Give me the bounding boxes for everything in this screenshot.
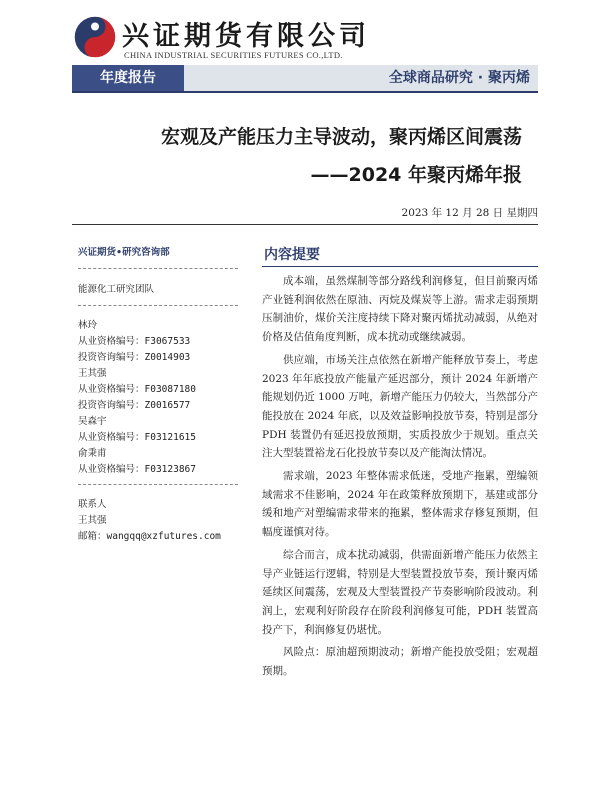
analyst-license: 从业资格编号：F3067533 bbox=[78, 336, 191, 347]
summary-paragraph: 供应端，市场关注点依然在新增产能释放节奏上，考虑 2023 年年底投放产能量产延迟部分，预计 2024 年新增产能规划仍近 1000 万吨，新增产能压力仍较大，当然部分产能投放在 2024 年底，以及效益影响投放节奏，特别是部分 PDH 装置仍有延迟投放预期，实质投放少于规划。重点关注大型装置裕龙石化投放节奏以及产能淘汰情况。 bbox=[262, 353, 538, 460]
header-divider bbox=[72, 224, 538, 225]
summary-divider bbox=[262, 266, 538, 267]
analyst-name: 俞秉甫 bbox=[78, 448, 107, 459]
analyst-license: 从业资格编号：F03123867 bbox=[78, 464, 196, 475]
contact-name: 王其强 bbox=[78, 515, 107, 526]
report-subtitle: ——2024 年聚丙烯年报 bbox=[310, 164, 522, 186]
department-name: 兴证期货•研究咨询部 bbox=[78, 247, 170, 258]
team-name: 能源化工研究团队 bbox=[78, 284, 155, 295]
research-category: 全球商品研究 · 聚丙烯 bbox=[388, 70, 530, 86]
report-banner bbox=[72, 65, 538, 93]
sidebar-divider bbox=[78, 305, 238, 306]
analyst-license: 投资咨询编号：Z0016577 bbox=[78, 400, 191, 411]
analyst-license: 从业资格编号：F03087180 bbox=[78, 384, 196, 395]
sidebar-divider bbox=[78, 268, 238, 269]
summary-body bbox=[262, 272, 538, 685]
summary-paragraph: 风险点：原油超预期波动；新增产能投放受阻；宏观超预期。 bbox=[262, 646, 538, 678]
report-type-label: 年度报告 bbox=[72, 65, 184, 91]
company-name-en: CHINA INDUSTRIAL SECURITIES FUTURES CO.,LTD. bbox=[124, 50, 343, 60]
analyst-license: 投资咨询编号：Z0014903 bbox=[78, 352, 191, 363]
summary-paragraph: 成本端，虽然煤制等部分路线利润修复，但目前聚丙烯产业链利润依然在原油、丙烷及煤炭等上游。需求走弱预期压制油价，煤价关注度持续下降对聚丙烯扰动减弱，从绝对价格及估值角度判断，成本扰动或继续减弱。 bbox=[262, 275, 538, 344]
sidebar-divider bbox=[78, 484, 238, 485]
contact-label: 联系人 bbox=[78, 499, 107, 510]
summary-paragraph: 需求端，2023 年整体需求低迷，受地产拖累，塑编领域需求不佳影响，2024 年在政策释放预期下，基建或部分缓和地产对塑编需求带来的拖累，整体需求存修复预期，但幅度谨慎对待。 bbox=[262, 470, 538, 539]
contact-email: 邮箱：wangqq@xzfutures.com bbox=[78, 531, 221, 542]
analyst-name: 林玲 bbox=[78, 320, 98, 331]
report-title: 宏观及产能压力主导波动，聚丙烯区间震荡 bbox=[160, 126, 522, 148]
summary-paragraph: 综合而言，成本扰动减弱，供需面新增产能压力依然主导产业链运行逻辑，特别是大型装置投放节奏，预计聚丙烯延续区间震荡，宏观及大型装置投产节奏影响阶段波动。利润上，宏观利好阶段存在阶段利润修复可能，PDH 装置高投产下，利润修复仍堪忧。 bbox=[262, 548, 538, 636]
company-name-cn: 兴证期货有限公司 bbox=[122, 21, 370, 52]
report-date: 2023 年 12 月 28 日 星期四 bbox=[401, 207, 538, 219]
analyst-name: 王其强 bbox=[78, 368, 107, 379]
summary-heading: 内容提要 bbox=[264, 247, 320, 263]
analyst-license: 从业资格编号：F03121615 bbox=[78, 432, 196, 443]
analyst-sidebar bbox=[78, 244, 238, 545]
analyst-name: 吴森宇 bbox=[78, 416, 107, 427]
company-logo bbox=[72, 14, 118, 60]
